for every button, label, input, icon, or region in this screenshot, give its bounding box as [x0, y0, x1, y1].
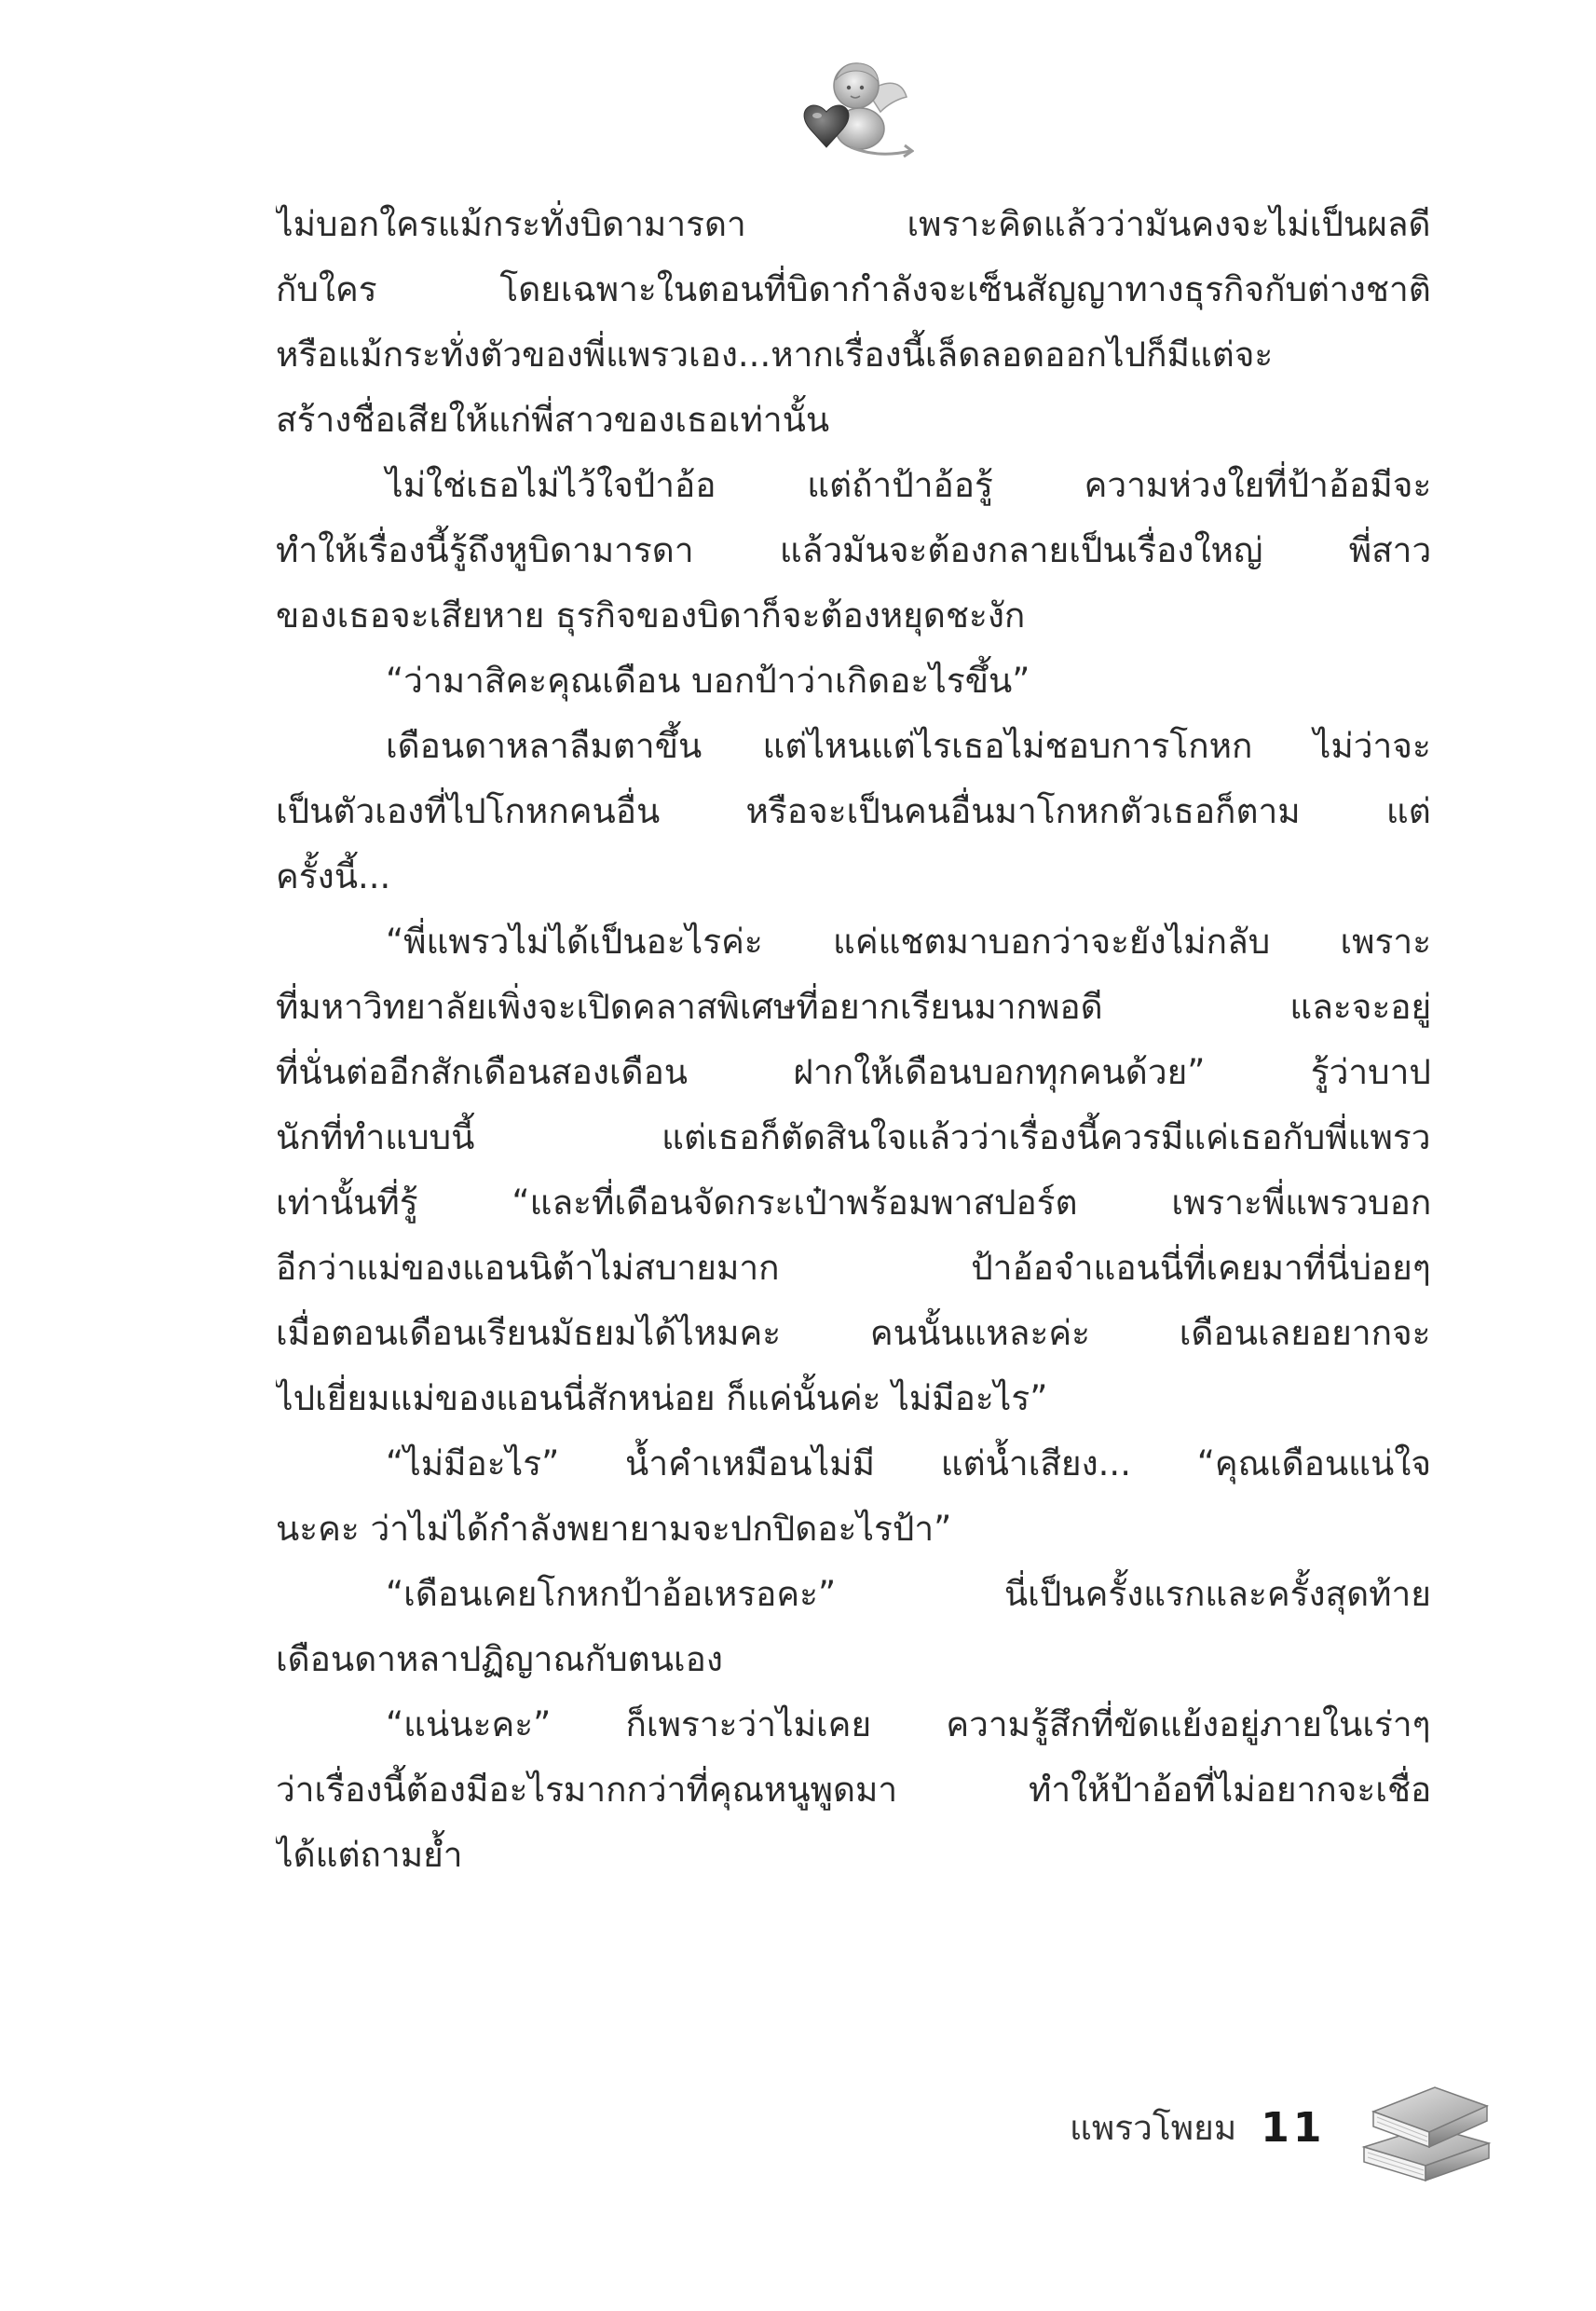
text-line: สร้างชื่อเสียให้แก่พี่สาวของเธอเท่านั้น — [276, 400, 830, 440]
text-line: นะคะ ว่าไม่ได้กำลังพยายามจะปกปิดอะไรป้า” — [276, 1509, 952, 1549]
text-line: หรือแม้กระทั่งตัวของพี่แพรวเอง...หากเรื่องนี้เล็ดลอดออกไปก็มีแต่จะ — [276, 335, 1274, 375]
text-line: ที่นั่นต่ออีกสักเดือนสองเดือน ฝากให้เดือนบอกทุกคนด้วย” รู้ว่าบาป — [276, 1052, 1431, 1092]
text-line: เป็นตัวเองที่ไปโกหกคนอื่น หรือจะเป็นคนอื่นมาโกหกตัวเธอก็ตาม แต่ — [276, 791, 1431, 831]
page-number: 11 — [1261, 2103, 1326, 2152]
text-line: “แน่นะคะ” ก็เพราะว่าไม่เคย ความรู้สึกที่ขัดแย้งอยู่ภายในเร่าๆ — [386, 1704, 1431, 1744]
text-line: เดือนดาหลาลืมตาขึ้น แต่ไหนแต่ไรเธอไม่ชอบการโกหก ไม่ว่าจะ — [386, 726, 1431, 766]
body-text — [276, 192, 1431, 1888]
text-line: ทำให้เรื่องนี้รู้ถึงหูบิดามารดา แล้วมันจะต้องกลายเป็นเรื่องใหญ่ พี่สาว — [276, 530, 1431, 570]
page-footer — [1070, 2095, 1325, 2160]
text-line: “ไม่มีอะไร” น้ำคำเหมือนไม่มี แต่น้ำเสียง... “คุณเดือนแน่ใจ — [386, 1443, 1431, 1484]
text-line: ที่มหาวิทยาลัยเพิ่งจะเปิดคลาสพิเศษที่อยากเรียนมากพอดี และจะอยู่ — [276, 987, 1431, 1027]
text-line: ไม่บอกใครแม้กระทั่งบิดามารดา เพราะคิดแล้วว่ามันคงจะไม่เป็นผลดี — [276, 204, 1431, 244]
text-line: เมื่อตอนเดือนเรียนมัธยมได้ไหมคะ คนนั้นแหละค่ะ เดือนเลยอยากจะ — [276, 1313, 1431, 1353]
text-line: ครั้งนี้... — [276, 856, 391, 896]
text-line: อีกว่าแม่ของแอนนิต้าไม่สบายมาก ป้าอ้อจำแอนนี่ที่เคยมาที่นี่บ่อยๆ — [276, 1248, 1431, 1288]
text-line: กับใคร โดยเฉพาะในตอนที่บิดากำลังจะเซ็นสัญญาทางธุรกิจกับต่างชาติ — [276, 269, 1431, 309]
text-line: ได้แต่ถามย้ำ — [276, 1835, 463, 1875]
text-line: ไปเยี่ยมแม่ของแอนนี่สักหน่อย ก็แค่นั้นค่ะ ไม่มีอะไร” — [276, 1378, 1048, 1418]
text-line: เท่านั้นที่รู้ “และที่เดือนจัดกระเป๋าพร้อมพาสปอร์ต เพราะพี่แพรวบอก — [276, 1183, 1431, 1223]
text-line: ของเธอจะเสียหาย ธุรกิจของบิดาก็จะต้องหยุดชะงัก — [276, 595, 1026, 636]
text-line: “พี่แพรวไม่ได้เป็นอะไรค่ะ แค่แชตมาบอกว่าจะยังไม่กลับ เพราะ — [386, 922, 1431, 962]
book-title: แพรวโพยม — [1070, 2107, 1237, 2148]
text-line: ว่าเรื่องนี้ต้องมีอะไรมากกว่าที่คุณหนูพูดมา ทำให้ป้าอ้อที่ไม่อยากจะเชื่อ — [276, 1770, 1431, 1810]
text-line: ไม่ใช่เธอไม่ไว้ใจป้าอ้อ แต่ถ้าป้าอ้อรู้ ความห่วงใยที่ป้าอ้อมีจะ — [386, 465, 1431, 505]
text-line: “เดือนเคยโกหกป้าอ้อเหรอคะ” นี่เป็นครั้งแรกและครั้งสุดท้าย — [386, 1574, 1431, 1614]
stacked-books-icon — [1357, 2069, 1496, 2190]
text-line: เดือนดาหลาปฏิญาณกับตนเอง — [276, 1639, 723, 1679]
cupid-ornament-icon — [795, 54, 914, 166]
text-line: นักที่ทำแบบนี้ แต่เธอก็ตัดสินใจแล้วว่าเรื่องนี้ควรมีแค่เธอกับพี่แพรว — [276, 1117, 1431, 1157]
text-line: “ว่ามาสิคะคุณเดือน บอกป้าว่าเกิดอะไรขึ้น” — [386, 661, 1030, 701]
